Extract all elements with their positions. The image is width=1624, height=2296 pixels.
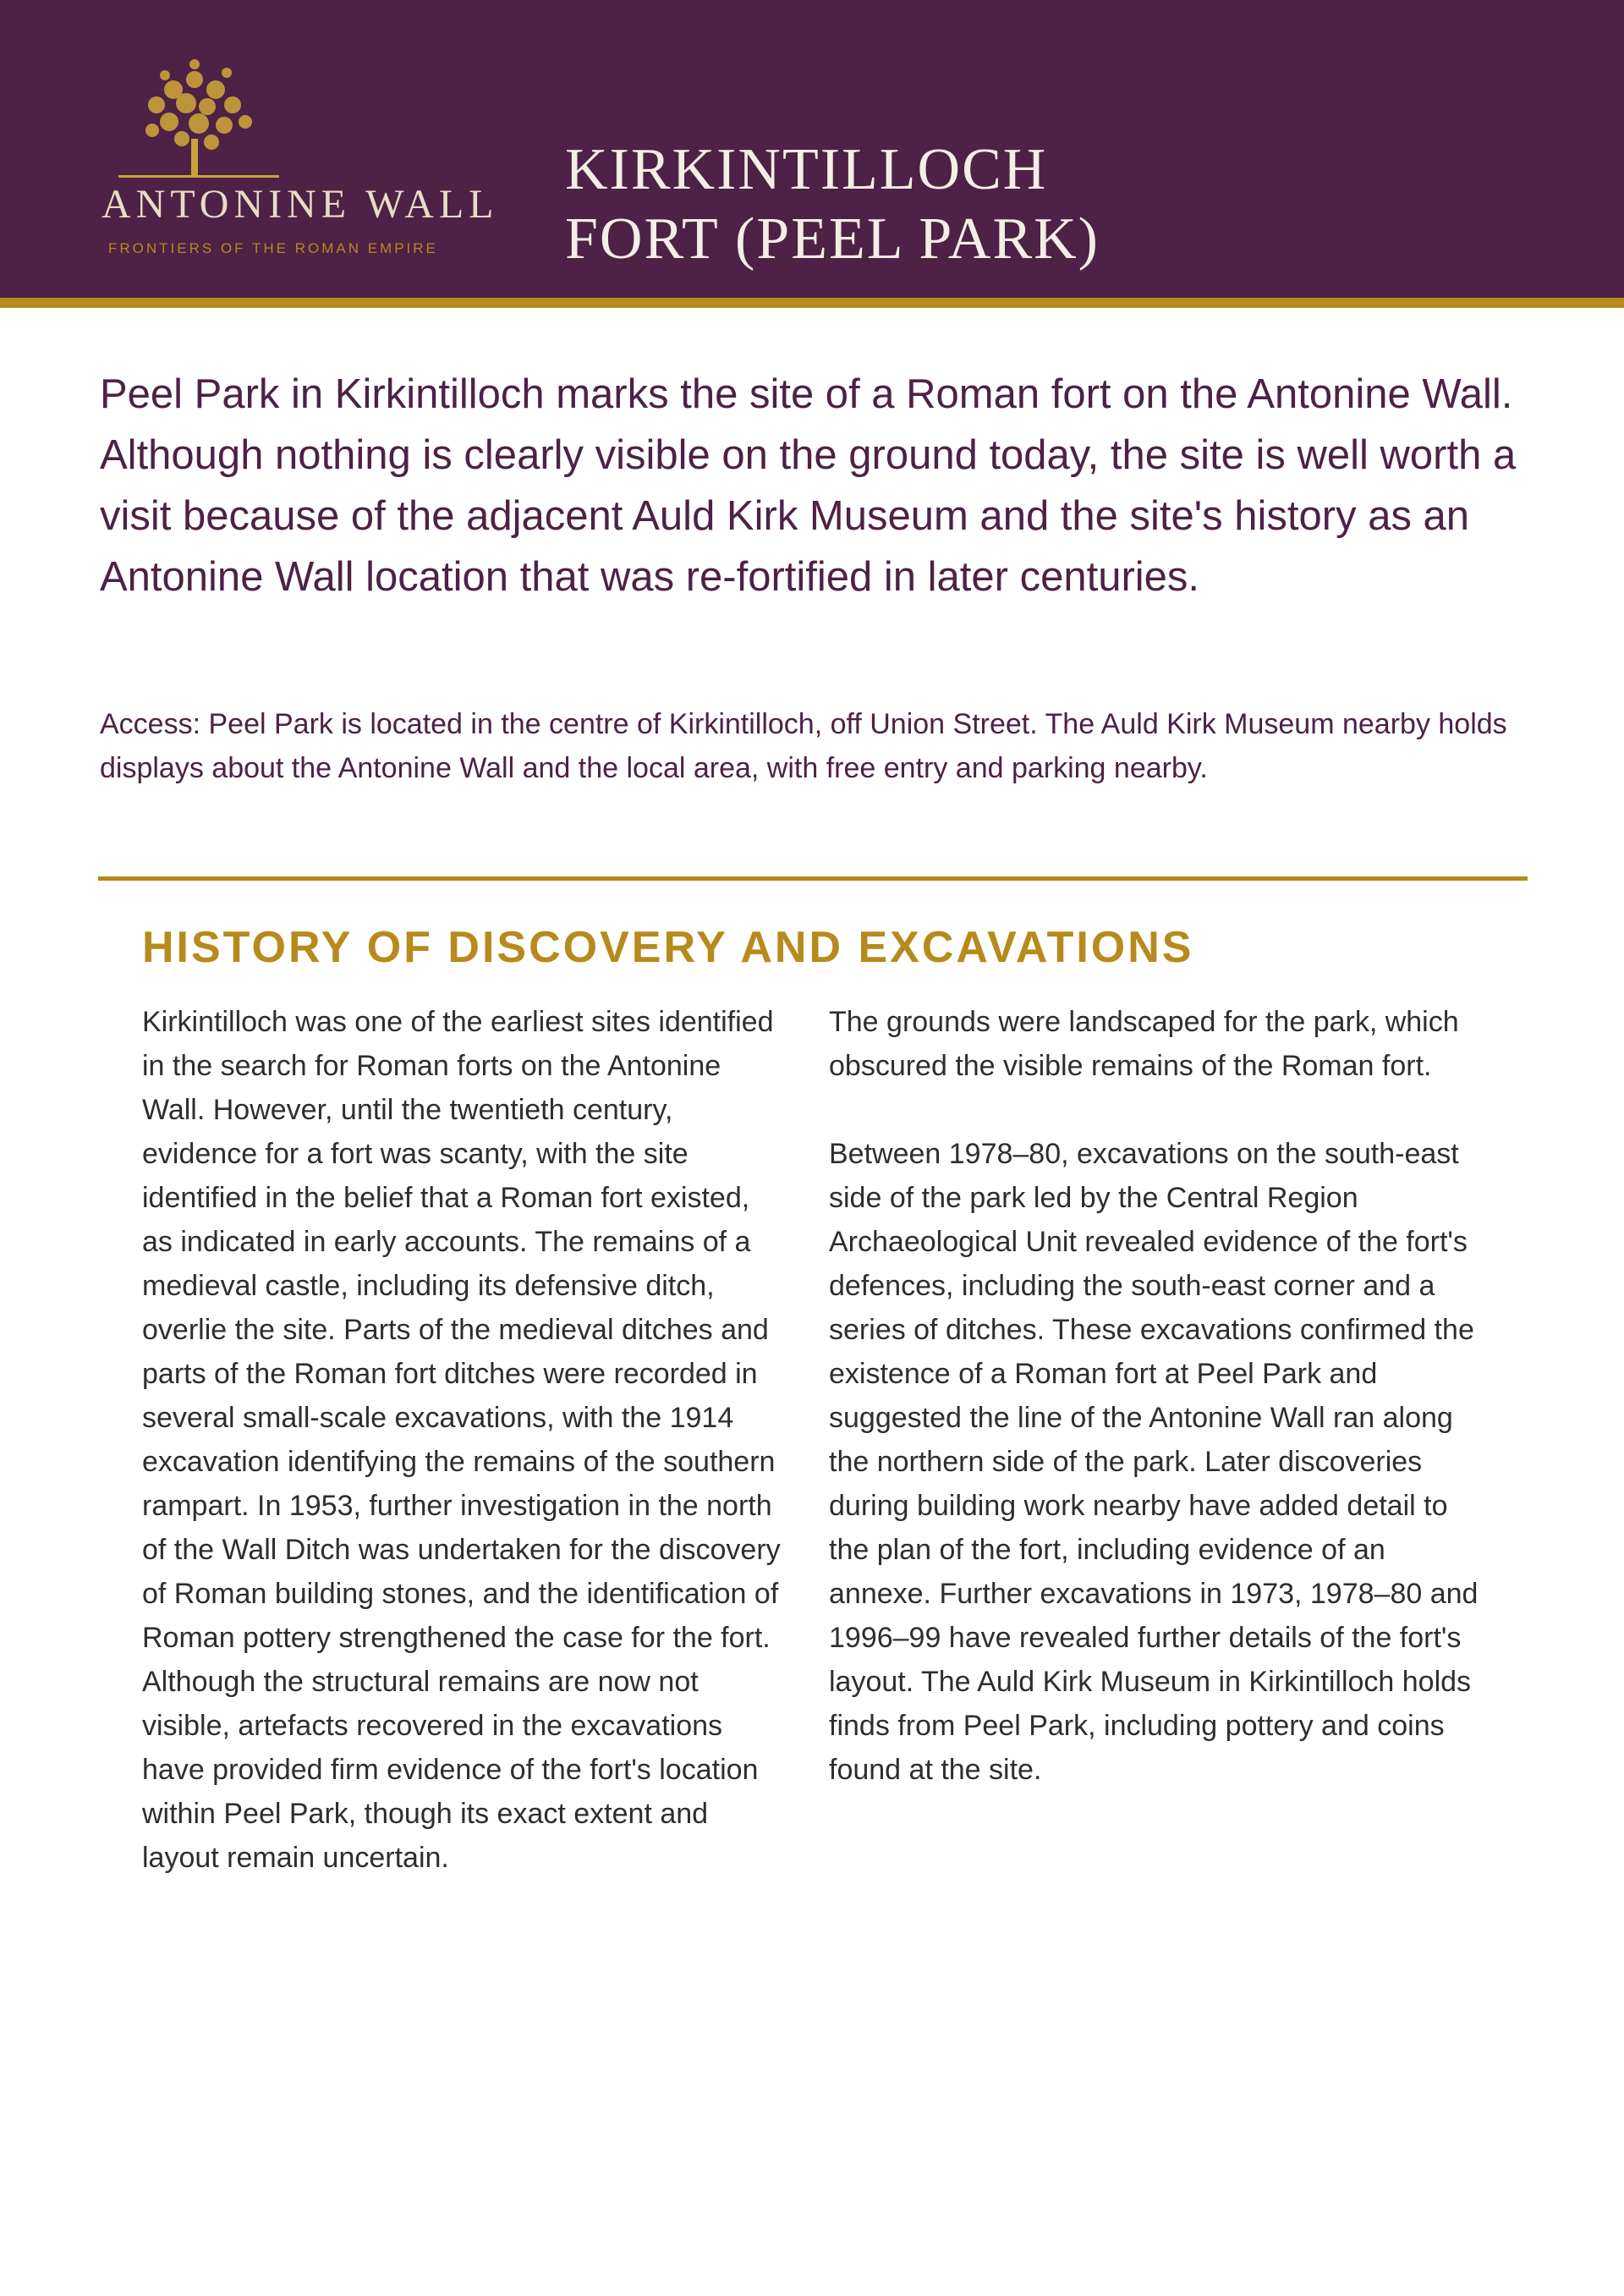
section-heading: HISTORY OF DISCOVERY AND EXCAVATIONS <box>142 923 1194 972</box>
antonine-wall-logo <box>93 54 516 266</box>
logo-tagline: FRONTIERS OF THE ROMAN EMPIRE <box>108 240 438 256</box>
right-column <box>829 1000 1480 1836</box>
left-column <box>142 1000 782 1924</box>
header-gold-rule <box>0 298 1624 308</box>
header-banner <box>0 0 1624 298</box>
logo-wordmark: ANTONINE WALL <box>102 182 499 227</box>
body-paragraph: Kirkintilloch was one of the earliest sites identified in the search for Roman forts on the Antonine Wall. However, until the twentieth century, evidence for a fort was scanty, with the site identified in the belief that a Roman fort existed, as indicated in early accounts. The remains of a medieval castle, including its defensive ditch, overlie the site. Parts of the medieval ditches and parts of the Roman fort ditches were recorded in several small-scale excavations, with the 1914 excavation identifying the remains of the southern rampart. In 1953, further investigation in the north of the Wall Ditch was undertaken for the discovery of Roman building stones, and the identification of Roman pottery strengthened the case for the fort. Although the structural remains are now not visible, artefacts recovered in the excavations have provided firm evidence of the fort's location within Peel Park, though its exact extent and layout remain uncertain. <box>142 1006 781 1874</box>
tree-emblem-icon <box>102 54 288 181</box>
body-paragraph: Between 1978–80, excavations on the south-east side of the park led by the Central Region Archaeological Unit revealed evidence of the fort's defences, including the south-east corner and a series of ditches. These excavations confirmed the existence of a Roman fort at Peel Park and suggested the line of the Antonine Wall ran along the northern side of the park. Later discoveries during building work nearby have added detail to the plan of the fort, including evidence of an annexe. Further excavations in 1973, 1978–80 and 1996–99 have revealed further details of the fort's layout. The Auld Kirk Museum in Kirkintilloch holds finds from Peel Park, including pottery and coins found at the site. <box>829 1138 1479 1786</box>
title-line-1: KIRKINTILLOCH <box>565 137 1048 202</box>
title-line-2: FORT (PEEL PARK) <box>565 206 1100 272</box>
access-paragraph: Access: Peel Park is located in the centre of Kirkintilloch, off Union Street. The Auld Kirk Museum nearby holds displays about the Antonine Wall and the local area, with free entry and parking nearby. <box>100 708 1507 784</box>
intro-paragraph: Peel Park in Kirkintilloch marks the site of a Roman fort on the Antonine Wall. Although nothing is clearly visible on the ground today, the site is well worth a visit because of the adjacent Auld Kirk Museum and the site's history as an Antonine Wall location that was re-fortified in later centuries. <box>100 371 1517 600</box>
section-divider <box>98 876 1528 881</box>
page-title <box>565 135 1538 274</box>
body-paragraph: The grounds were landscaped for the park, which obscured the visible remains of the Roman fort. <box>829 1006 1459 1082</box>
